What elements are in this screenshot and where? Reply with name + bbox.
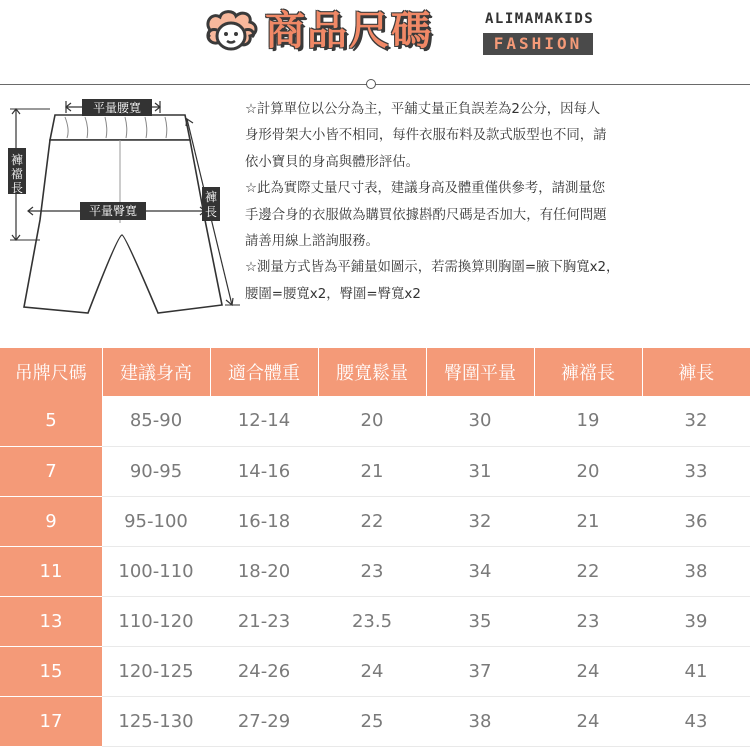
header-hip: 臀圍平量: [426, 348, 534, 396]
table-cell: 24: [318, 646, 426, 696]
table-cell: 20: [318, 396, 426, 446]
waist-label: 平量腰寬: [92, 101, 142, 115]
note-line: 身形骨架大小皆不相同，每件衣服布料及款式版型也不同，請: [245, 128, 607, 144]
table-cell: 41: [642, 646, 750, 696]
table-cell: 30: [426, 396, 534, 446]
size-cell: 15: [0, 646, 102, 696]
table-row: [0, 496, 750, 546]
header-weight: 適合體重: [210, 348, 318, 396]
table-cell: 125-130: [102, 696, 210, 746]
table-cell: 16-18: [210, 496, 318, 546]
table-cell: 18-20: [210, 546, 318, 596]
sheep-icon: [200, 8, 262, 60]
size-cell: 7: [0, 446, 102, 496]
table-cell: 95-100: [102, 496, 210, 546]
table-cell: 37: [426, 646, 534, 696]
brand-name: ALIMAMAKIDS: [485, 11, 595, 27]
table-row: [0, 446, 750, 496]
table-cell: 23.5: [318, 596, 426, 646]
table-cell: 32: [642, 396, 750, 446]
table-row: [0, 696, 750, 746]
table-cell: 33: [642, 446, 750, 496]
size-notes: [245, 97, 740, 308]
table-row: [0, 646, 750, 696]
table-cell: 36: [642, 496, 750, 546]
note-line: ☆計算單位以公分為主，平舖丈量正負誤差為2公分，因每人: [245, 102, 601, 117]
size-table: [0, 348, 750, 747]
rise-label-3: 長: [10, 181, 24, 195]
header: [0, 0, 750, 68]
table-row: [0, 396, 750, 446]
note-line: 手邊合身的衣服做為購買依據斟酌尺碼是否加大，有任何問題: [245, 207, 607, 223]
table-cell: 21-23: [210, 596, 318, 646]
table-cell: 21: [318, 446, 426, 496]
table-cell: 23: [318, 546, 426, 596]
table-cell: 23: [534, 596, 642, 646]
rise-label-2: 襠: [10, 167, 24, 181]
table-cell: 39: [642, 596, 750, 646]
note-line: 依小寶貝的身高與體形評估。: [245, 154, 420, 170]
header-length: 褲長: [642, 348, 750, 396]
header-tag-size: 吊牌尺碼: [0, 348, 102, 396]
shorts-diagram: [0, 95, 240, 320]
table-cell: 120-125: [102, 646, 210, 696]
note-line: ☆此為實際丈量尺寸表，建議身高及體重僅供參考，請測量您: [245, 181, 606, 197]
table-cell: 31: [426, 446, 534, 496]
table-row: [0, 596, 750, 646]
size-cell: 9: [0, 496, 102, 546]
note-line: ☆測量方式皆為平鋪量如圖示，若需換算則胸圍=腋下胸寬x2，: [245, 260, 620, 276]
table-cell: 14-16: [210, 446, 318, 496]
size-cell: 17: [0, 696, 102, 746]
table-cell: 38: [642, 546, 750, 596]
table-cell: 32: [426, 496, 534, 546]
size-cell: 13: [0, 596, 102, 646]
note-line: 請善用線上諮詢服務。: [245, 234, 379, 250]
table-cell: 24: [534, 696, 642, 746]
divider-circle-icon: [366, 79, 376, 89]
table-cell: 22: [534, 546, 642, 596]
table-cell: 38: [426, 696, 534, 746]
page-title: 商品尺碼: [265, 8, 433, 54]
table-cell: 35: [426, 596, 534, 646]
rise-label-1: 褲: [10, 153, 24, 167]
table-cell: 100-110: [102, 546, 210, 596]
table-cell: 24: [534, 646, 642, 696]
table-cell: 90-95: [102, 446, 210, 496]
table-cell: 22: [318, 496, 426, 546]
fashion-tag: FASHION: [483, 33, 593, 55]
table-cell: 21: [534, 496, 642, 546]
table-row: [0, 546, 750, 596]
size-cell: 5: [0, 396, 102, 446]
table-cell: 19: [534, 396, 642, 446]
table-header-row: [0, 348, 750, 396]
size-cell: 11: [0, 546, 102, 596]
table-cell: 12-14: [210, 396, 318, 446]
table-cell: 25: [318, 696, 426, 746]
length-label-1: 褲: [204, 190, 218, 204]
table-cell: 24-26: [210, 646, 318, 696]
table-cell: 27-29: [210, 696, 318, 746]
table-cell: 34: [426, 546, 534, 596]
note-line: 腰圍=腰寬x2，臀圍=臀寬x2: [245, 286, 421, 302]
header-waist: 腰寬鬆量: [318, 348, 426, 396]
table-cell: 110-120: [102, 596, 210, 646]
table-cell: 20: [534, 446, 642, 496]
length-label-2: 長: [204, 205, 218, 219]
header-height: 建議身高: [102, 348, 210, 396]
header-rise: 褲襠長: [534, 348, 642, 396]
table-cell: 85-90: [102, 396, 210, 446]
table-cell: 43: [642, 696, 750, 746]
hip-label: 平量臀寬: [88, 204, 138, 218]
